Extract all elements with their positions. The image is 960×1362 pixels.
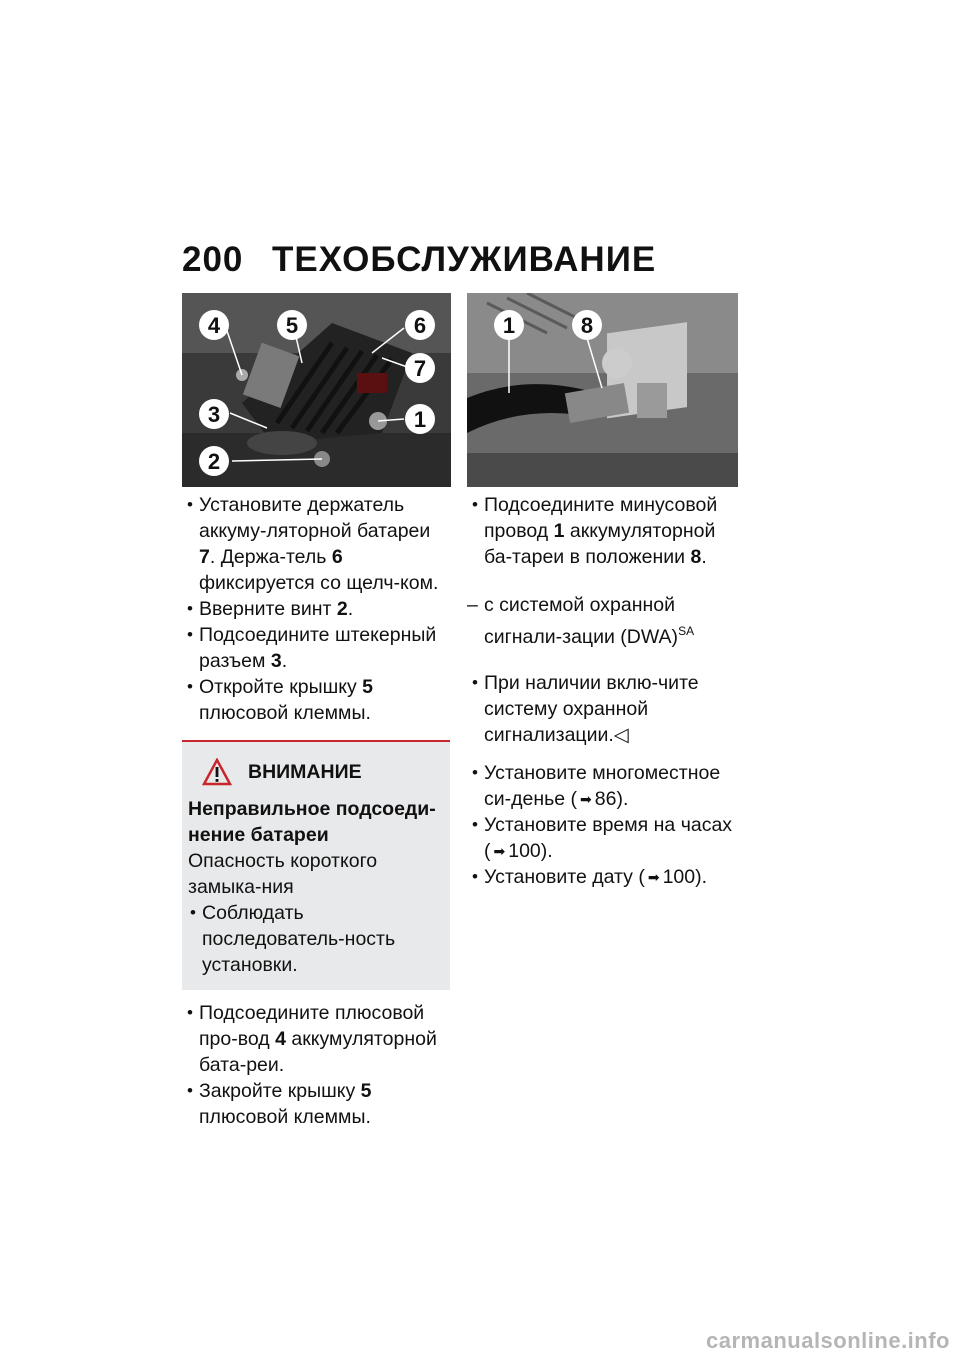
page-ref[interactable]: 100 [662, 865, 696, 888]
callout-2-label: 2 [207, 449, 221, 474]
page-title: ТЕХОБСЛУЖИВАНИЕ [272, 240, 657, 279]
callout-3 [199, 399, 229, 429]
warning-box [182, 740, 450, 990]
callout-1-label: 1 [413, 407, 427, 432]
warning-triangle-icon [202, 758, 232, 786]
list-item: • Подсоедините минусовой провод 1 аккумуляторной ба-тареи в положении 8. [472, 494, 718, 568]
list-item: • Закройте крышку 5 плюсовой клеммы. [187, 1080, 372, 1128]
page-ref[interactable]: 100 [508, 839, 541, 862]
list-item: • Установите дату ( ➡ 100). [472, 865, 708, 888]
callout-4 [199, 310, 229, 340]
right-column [467, 492, 739, 890]
condition-line: – с системой охранной сигнали-зации (DWA)$^{SA}$ [467, 594, 695, 648]
callout-8 [572, 310, 602, 340]
page-ref-arrow-icon: ➡ [647, 868, 660, 885]
callout-6-label: 6 [413, 313, 427, 338]
callout-2 [199, 446, 229, 476]
warning-heading [202, 758, 444, 786]
watermark: carmanualsonline.info [706, 1328, 950, 1353]
callout-3-label: 3 [207, 402, 221, 427]
callout-7 [405, 353, 435, 383]
page-ref[interactable]: 86 [594, 787, 617, 810]
list-item: • Вверните винт 2. [187, 598, 354, 620]
warning-title: Неправильное подсоеди-нение батареи [188, 798, 436, 846]
callout-7-label: 7 [413, 356, 427, 381]
warning-text: Опасность короткого замыка-ния [188, 850, 378, 898]
page-ref-arrow-icon: ➡ [493, 842, 506, 859]
callout-4-label: 4 [207, 313, 221, 338]
callout-5 [277, 310, 307, 340]
list-item: • Подсоедините плюсовой про-вод 4 аккумуляторной бата-реи. [187, 1002, 437, 1076]
left-column [182, 492, 450, 1130]
page-ref-arrow-icon: ➡ [580, 790, 592, 807]
list-item: • При наличии вклю-чите систему охранной сигнализации.◁ [472, 671, 699, 746]
callout-8-label: 8 [580, 313, 594, 338]
callout-1-label: 1 [502, 313, 516, 338]
list-item: • Подсоедините штекерный разъем 3. [187, 624, 437, 672]
list-item: • Откройте крышку 5 плюсовой клеммы. [187, 676, 374, 724]
warning-bullet: • Соблюдать последователь-ность установки. [190, 902, 396, 976]
list-item: • Установите многоместное си-денье ( ➡ 86). [472, 761, 721, 810]
warning-heading-text: ВНИМАНИЕ [248, 761, 362, 783]
negative-terminal-photo [467, 293, 738, 487]
battery-holder-photo [182, 293, 451, 487]
callout-6 [405, 310, 435, 340]
page-number: 200 [182, 240, 244, 279]
list-item: • Установите время на часах ( ➡ 100). [472, 813, 733, 862]
callout-5-label: 5 [285, 313, 299, 338]
callout-1 [494, 310, 524, 340]
end-marker: ◁ [613, 723, 629, 746]
page-header [182, 240, 656, 280]
list-item: • Установите держатель аккуму-лятoрной батареи 7. Держа-тель 6 фиксируется со щелч-ком. [187, 494, 439, 594]
callout-1 [405, 404, 435, 434]
